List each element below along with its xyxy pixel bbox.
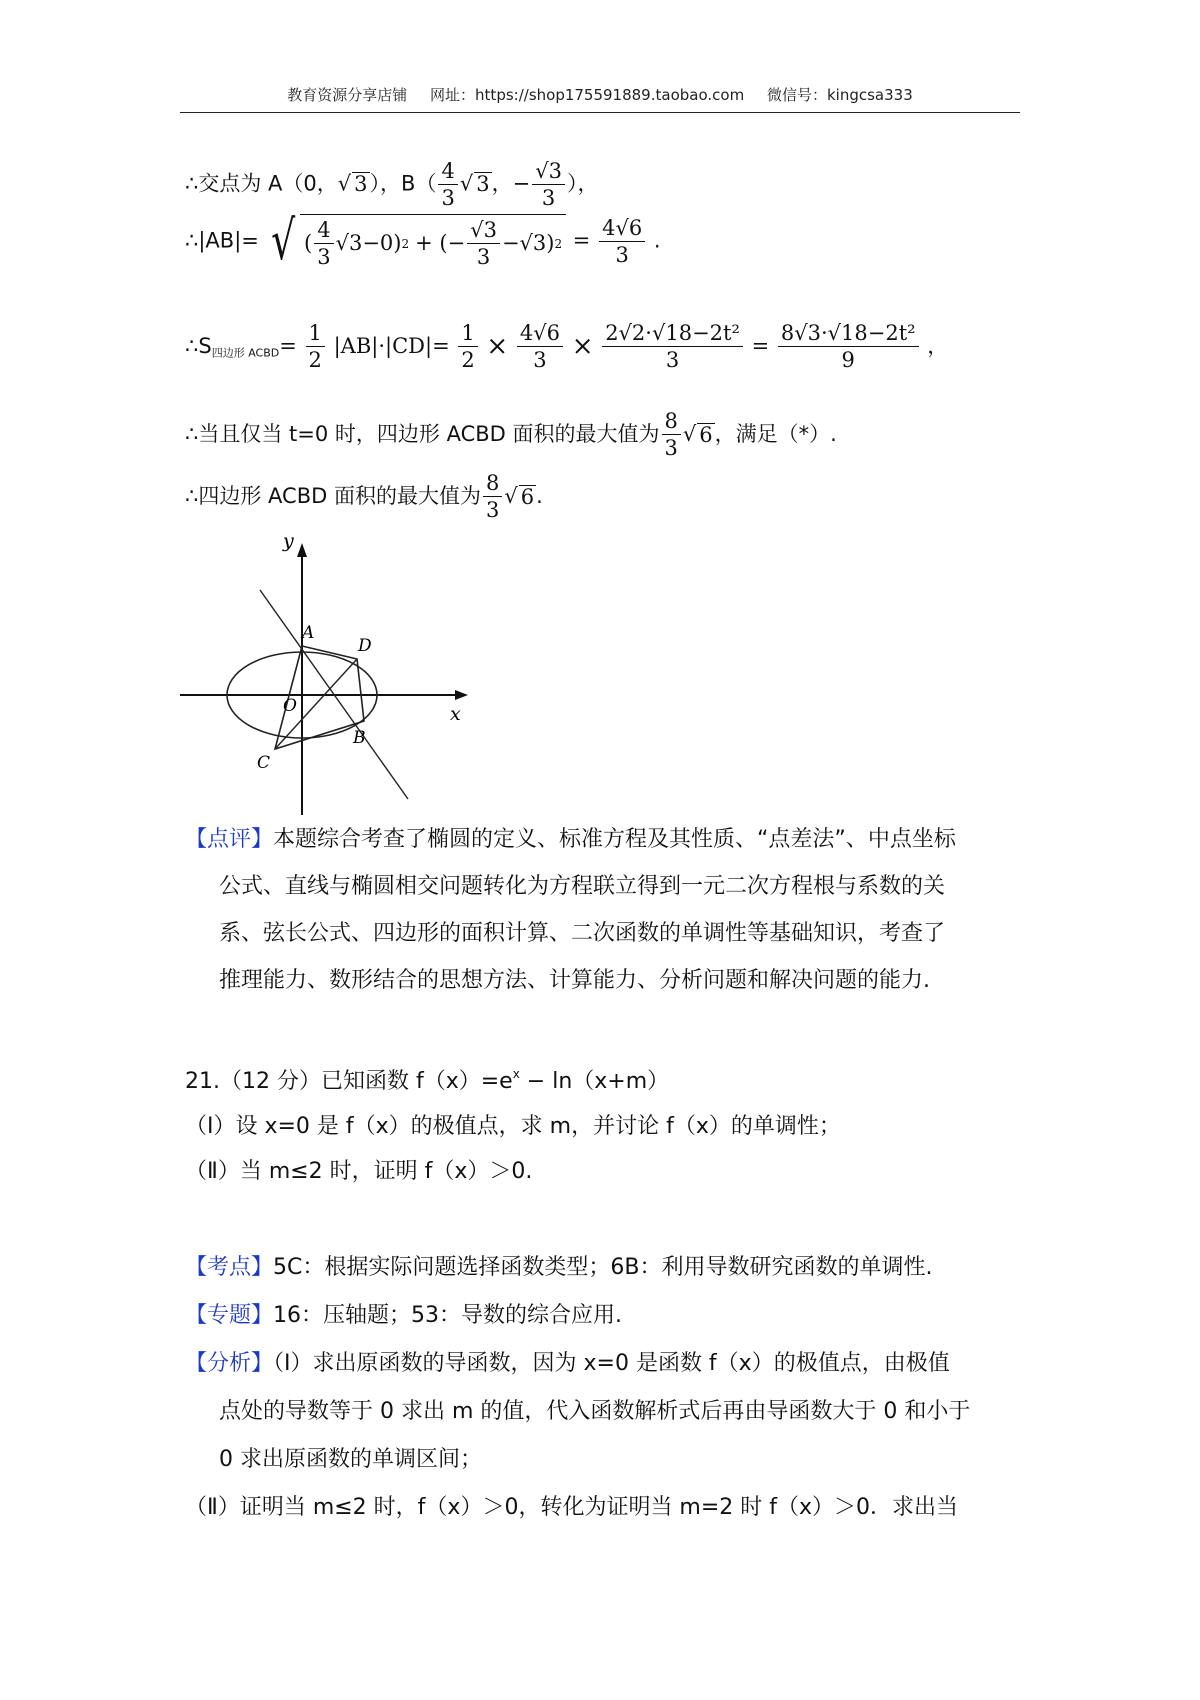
line1-mid: ），B（ bbox=[369, 171, 437, 196]
problem-21-stem: 21.（12 分）已知函数 $f(x)=e^x - \ln(x+m)$ bbox=[185, 1067, 670, 1094]
label-c: C bbox=[257, 753, 271, 773]
line4-end: ，满足（*）. bbox=[714, 422, 837, 447]
intersection-points-line: ∴交点为 A（0，√ 3），B（ $\frac{4}{3}$ √ 3，− $\frac{√3}{3}$ ）， bbox=[185, 159, 599, 211]
analysis-line-3: 0 求出原函数的单调区间； bbox=[219, 1447, 482, 1472]
max-area-conclusion-line: ∴四边形 ACBD 面积的最大值为 $\frac{8}{3}$ √ 6. bbox=[185, 471, 543, 523]
label-d: D bbox=[358, 636, 372, 656]
line4-text: ∴当且仅当 t=0 时，四边形 ACBD 面积的最大值为 bbox=[185, 422, 660, 447]
area-frac-b: $\frac{\text{8√3·√18−2t²}}{9}$ bbox=[778, 322, 919, 371]
ellipse-figure bbox=[180, 525, 480, 815]
analysis-line-4: （Ⅱ）证明当 m≤2 时，f（x）＞0，转化为证明当 m=2 时 f（x）＞0．求出当 bbox=[185, 1495, 959, 1520]
line1-sqrt3: 3 bbox=[354, 171, 368, 196]
ab-length-line: ∴|AB|= √ ( $\frac{4}{3}$ √3−0) 2 + (− $\frac{√3}{3}$ −√3) 2 = $\frac{4√6}{3}$ . bbox=[185, 209, 661, 273]
zhuanti-line: 【专题】16：压轴题；53：导数的综合应用. bbox=[185, 1303, 622, 1328]
ab-big-sqrt: √ ( $\frac{4}{3}$ √3−0) 2 + (− $\frac{√3}{3}$ −√3) 2 bbox=[266, 214, 567, 268]
header-wechat: 微信号：kingcsa333 bbox=[766, 86, 913, 104]
comment-paragraph bbox=[185, 816, 1025, 1004]
line1-sqrt3b: 3 bbox=[476, 171, 490, 196]
label-b: B bbox=[353, 728, 366, 748]
line3-prefix: ∴S bbox=[185, 334, 212, 359]
line3-sub: 四边形 ACBD bbox=[211, 346, 280, 360]
label-a: A bbox=[302, 623, 315, 643]
label-o: O bbox=[283, 696, 297, 716]
comment-line-3: 系、弦长公式、四边形的面积计算、二次函数的单调性等基础知识，考查了 bbox=[219, 921, 946, 946]
page-header bbox=[180, 84, 1020, 113]
problem-21-part1: （I）设 x=0 是 f（x）的极值点，求 m，并讨论 f（x）的单调性； bbox=[185, 1114, 841, 1139]
area-formula-line: $\therefore S_{四边形 ACBD}=$ $\frac{1}{2}$ |AB|·|CD|= $\frac{1}{2}$ × $\frac{4√6}{3}$ × $\frac{\text{2√2·√18−2t²}}{3}$ = $\frac{\text{8√3·√18−2t²}}{9}$ ， bbox=[185, 321, 949, 373]
line1-frac2: $\frac{√3}{3}$ bbox=[532, 160, 565, 209]
kaodian-line: 【考点】5C：根据实际问题选择函数类型；6B：利用导数研究函数的单调性. bbox=[185, 1255, 933, 1280]
analysis-line-2: 点处的导数等于 0 求出 m 的值，代入函数解析式后再由导函数大于 0 和小于 bbox=[219, 1399, 971, 1424]
kaodian-zhuanti bbox=[185, 1244, 1025, 1340]
max-area-condition-line: ∴当且仅当 t=0 时，四边形 ACBD 面积的最大值为 $\frac{8}{3}$ √ 6，满足（*）. bbox=[185, 409, 837, 461]
header-url: 网址：https://shop175591889.taobao.com bbox=[430, 86, 745, 104]
problem-21-part2: （Ⅱ）当 m≤2 时，证明 f（x）＞0. bbox=[185, 1159, 533, 1184]
problem-21 bbox=[185, 1052, 1025, 1194]
analysis-paragraph bbox=[185, 1340, 1025, 1532]
comment-line-1: 本题综合考查了椭圆的定义、标准方程及其性质、“点差法”、中点坐标 bbox=[273, 827, 956, 852]
comment-line-4: 推理能力、数形结合的思想方法、计算能力、分析问题和解决问题的能力. bbox=[219, 968, 930, 993]
line2-prefix: ∴|AB|= bbox=[185, 228, 259, 253]
area-frac-a: $\frac{\text{2√2·√18−2t²}}{3}$ bbox=[602, 322, 743, 371]
ab-result: $\frac{4√6}{3}$ bbox=[599, 217, 645, 266]
line5-end: . bbox=[536, 484, 543, 509]
line5-text: ∴四边形 ACBD 面积的最大值为 bbox=[185, 484, 481, 509]
header-shop: 教育资源分享店铺 bbox=[287, 86, 408, 104]
x-axis-arrow bbox=[455, 690, 468, 700]
line1-frac1: $\frac{4}{3}$ bbox=[438, 160, 457, 209]
y-axis-arrow bbox=[297, 543, 307, 557]
comment-tag: 【点评】 bbox=[185, 827, 274, 852]
analysis-line-1: （Ⅰ）求出原函数的导函数，因为 x=0 是函数 f（x）的极值点，由极值 bbox=[273, 1351, 950, 1376]
label-x: x bbox=[450, 703, 461, 725]
comment-line-2: 公式、直线与椭圆相交问题转化为方程联立得到一元二次方程根与系数的关 bbox=[219, 874, 946, 899]
line1-comma: ，− bbox=[491, 171, 531, 196]
label-y: y bbox=[283, 530, 294, 552]
line1-end: ）， bbox=[566, 171, 599, 196]
line1-prefix: ∴交点为 A（0， bbox=[185, 171, 338, 196]
analysis-tag: 【分析】 bbox=[185, 1351, 274, 1376]
